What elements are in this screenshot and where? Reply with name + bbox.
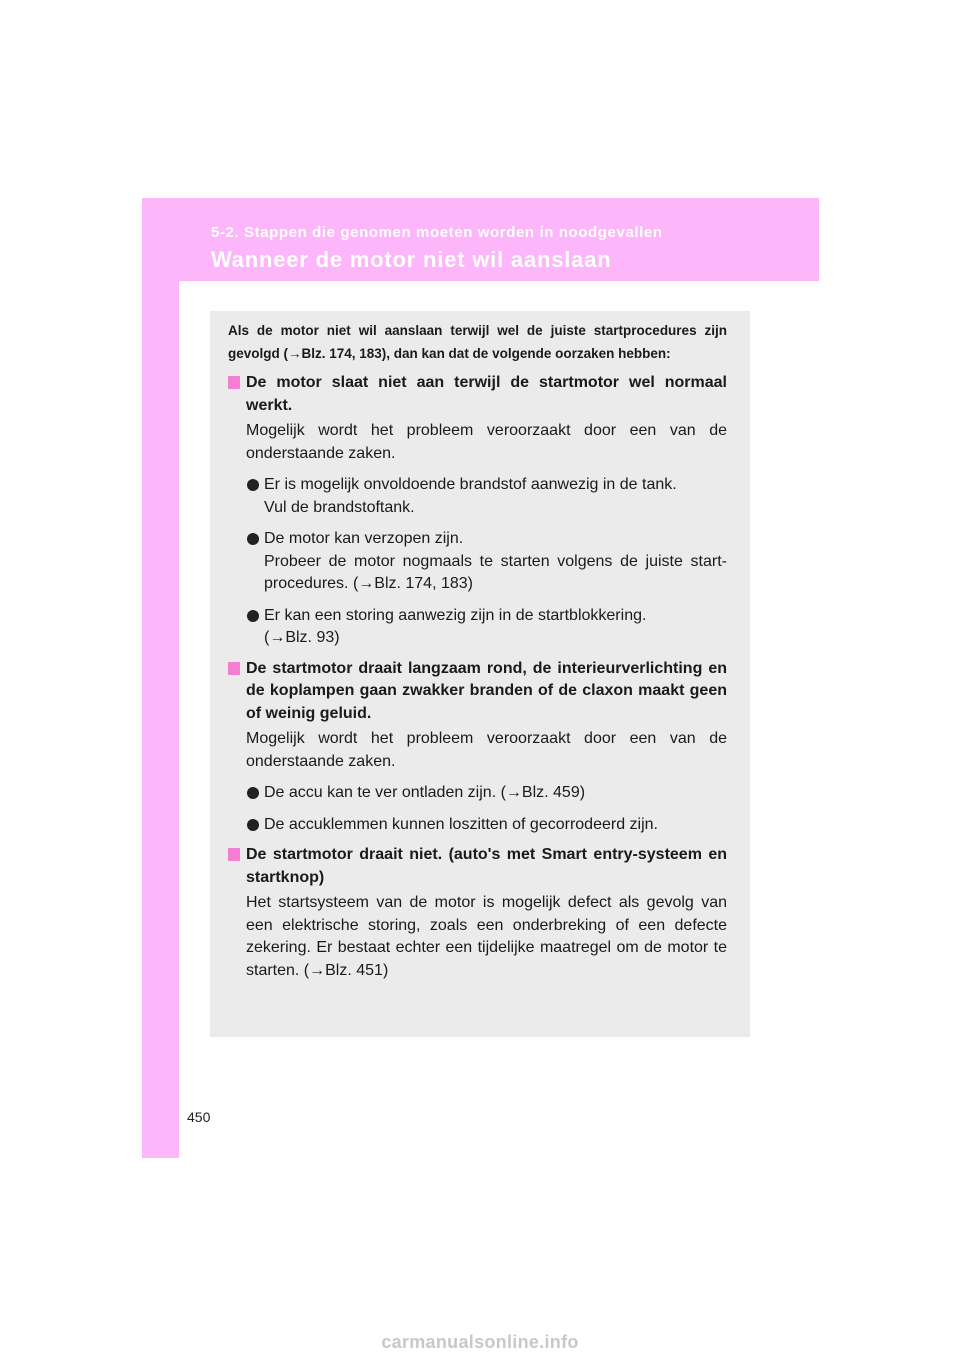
section-starter-slow — [228, 658, 727, 837]
circle-bullet-icon — [247, 819, 259, 831]
page-title: Wanneer de motor niet wil aanslaan — [211, 247, 612, 272]
side-margin-strip — [142, 198, 179, 1158]
list-item — [246, 605, 727, 650]
section-starter-not-turning — [228, 844, 727, 982]
circle-bullet-icon — [247, 610, 259, 622]
section-body: Het startsysteem van de motor is mogelijk defect als gevolg van een elektrische storing, zoals een onderbreking of een defecte zekering. Er bestaat echter een tijdelijke maatregel om de motor te starten. (→Blz. 451) — [246, 894, 727, 979]
section-label: 5-2. Stappen die genomen moeten worden in noodgevallen — [211, 224, 663, 241]
page-number: 450 — [187, 1109, 211, 1125]
list-item — [246, 814, 727, 837]
section-body: Mogelijk wordt het probleem veroorzaakt door een van de onderstaande zaken. — [246, 730, 727, 770]
section-heading: De startmotor draait niet. (auto's met Smart entry-systeem en startknop) — [246, 846, 727, 886]
section-heading: De startmotor draait langzaam rond, de interieurverlichting en de koplampen gaan zwakker branden of de claxon maakt geen of weinig geluid. — [246, 659, 727, 722]
section-engine-not-starting — [228, 372, 727, 650]
section-heading: De motor slaat niet aan terwijl de startmotor wel normaal werkt. — [246, 374, 727, 414]
square-bullet-icon — [228, 662, 240, 675]
circle-bullet-icon — [247, 479, 259, 491]
list-item — [246, 528, 727, 596]
bullet-subtext: Probeer de motor nogmaals te starten volgens de juiste start-procedures. (→Blz. 174, 183) — [264, 552, 727, 592]
intro-paragraph: Als de motor niet wil aanslaan terwijl wel de juiste startprocedures zijn gevolgd (→Blz. 174, 183), dan kan dat de volgende oorzaken hebben: — [228, 323, 727, 361]
section-body: Mogelijk wordt het probleem veroorzaakt door een van de onderstaande zaken. — [246, 422, 727, 462]
list-item — [246, 782, 727, 805]
bullet-subtext: Vul de brandstoftank. — [264, 498, 415, 516]
square-bullet-icon — [228, 376, 240, 389]
bullet-text: Er is mogelijk onvoldoende brandstof aanwezig in de tank. — [264, 476, 677, 493]
content-box — [210, 311, 750, 1037]
bullet-text: Er kan een storing aanwezig zijn in de startblokkering. — [264, 606, 647, 624]
bullet-text: De accuklemmen kunnen loszitten of gecorrodeerd zijn. — [264, 815, 658, 833]
circle-bullet-icon — [247, 533, 259, 545]
square-bullet-icon — [228, 848, 240, 861]
bullet-text: De accu kan te ver ontladen zijn. (→Blz. 459) — [264, 784, 586, 801]
bullet-text: De motor kan verzopen zijn. — [264, 530, 464, 547]
bullet-subtext: (→Blz. 93) — [264, 629, 340, 646]
list-item — [246, 474, 727, 519]
watermark: carmanualsonline.info — [381, 1332, 579, 1352]
circle-bullet-icon — [247, 787, 259, 799]
